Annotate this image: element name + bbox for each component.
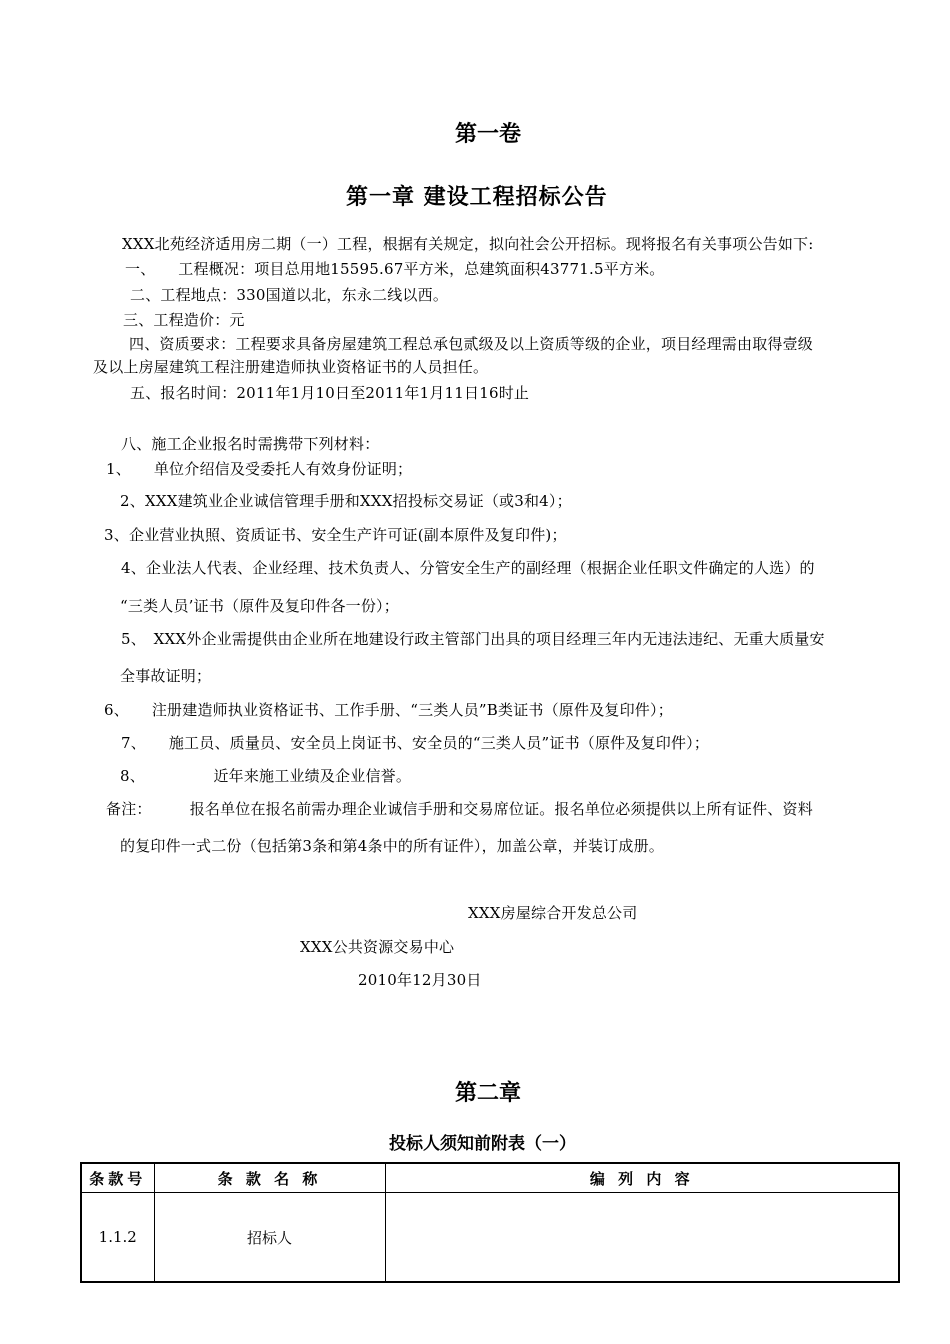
cell-clause-no: 1.1.2 [81,1193,154,1283]
note-line2: 的复印件一式二份（包括第3条和第4条中的所有证件），加盖公章，并装订成册。 [120,837,664,855]
table-header-row [81,1163,899,1193]
material-4-line2: “三类人员’证书（原件及复印件各一份）； [120,597,399,615]
col-header-clause-name: 条 款 名 称 [154,1163,385,1193]
notice-item-4-line1: 四、资质要求：工程要求具备房屋建筑工程总承包贰级及以上资质等级的企业，项目经理需由取得壹级 [129,335,814,353]
material-1: 1、 单位介绍信及受委托人有效身份证明； [106,460,413,478]
table-title: 投标人须知前附表（一） [389,1134,576,1154]
material-5-line2: 全事故证明； [120,667,212,685]
material-4-line1: 4、企业法人代表、企业经理、技术负责人、分管安全生产的副经理（根据企业任职文件确定的人选）的 [121,559,815,577]
material-3: 3、企业营业执照、资质证书、安全生产许可证(副本原件及复印件)； [104,526,567,544]
col-header-clause-no: 条款号 [81,1163,154,1193]
materials-heading: 八、施工企业报名时需携带下列材料： [121,435,380,453]
table-row [81,1193,899,1283]
notice-item-3: 三、工程造价：元 [123,311,245,329]
chapter1-title: 第一章 建设工程招标公告 [346,185,608,210]
note-line1: 备注： 报名单位在报名前需办理企业诚信手册和交易席位证。报名单位必须提供以上所有证件、资料 [106,800,813,818]
sign-date: 2010年12月30日 [358,971,482,989]
material-8: 8、 近年来施工业绩及企业信誉。 [120,767,412,785]
col-header-content: 编 列 内 容 [385,1163,899,1193]
bidder-notice-table [80,1162,900,1283]
notice-item-2: 二、工程地点：330国道以北，东永二线以西。 [130,286,449,304]
cell-content [385,1193,899,1283]
material-2: 2、XXX建筑业企业诚信管理手册和XXX招投标交易证（或3和4）； [120,492,572,510]
notice-item-4-line2: 及以上房屋建筑工程注册建造师执业资格证书的人员担任。 [93,358,489,376]
cell-clause-name: 招标人 [154,1193,385,1283]
chapter2-title: 第二章 [455,1081,522,1106]
notice-intro: XXX北苑经济适用房二期（一）工程，根据有关规定，拟向社会公开招标。现将报名有关事项公告如下: [122,235,814,253]
notice-item-1: 一、 工程概况：项目总用地15595.67平方米，总建筑面积43771.5平方米。 [125,260,665,278]
material-6: 6、 注册建造师执业资格证书、工作手册、“三类人员”B类证书（原件及复印件）； [104,701,673,719]
material-7: 7、 施工员、质量员、安全员上岗证书、安全员的“三类人员”证书（原件及复印件）； [121,734,710,752]
volume-title: 第一卷 [455,122,522,147]
notice-item-5: 五、报名时间：2011年1月10日至2011年1月11日16时止 [130,384,530,402]
signer-company: XXX房屋综合开发总公司 [468,904,638,922]
signer-center: XXX公共资源交易中心 [300,938,455,956]
material-5-line1: 5、 XXX外企业需提供由企业所在地建设行政主管部门出具的项目经理三年内无违法违纪、无重大质量安 [121,630,825,648]
